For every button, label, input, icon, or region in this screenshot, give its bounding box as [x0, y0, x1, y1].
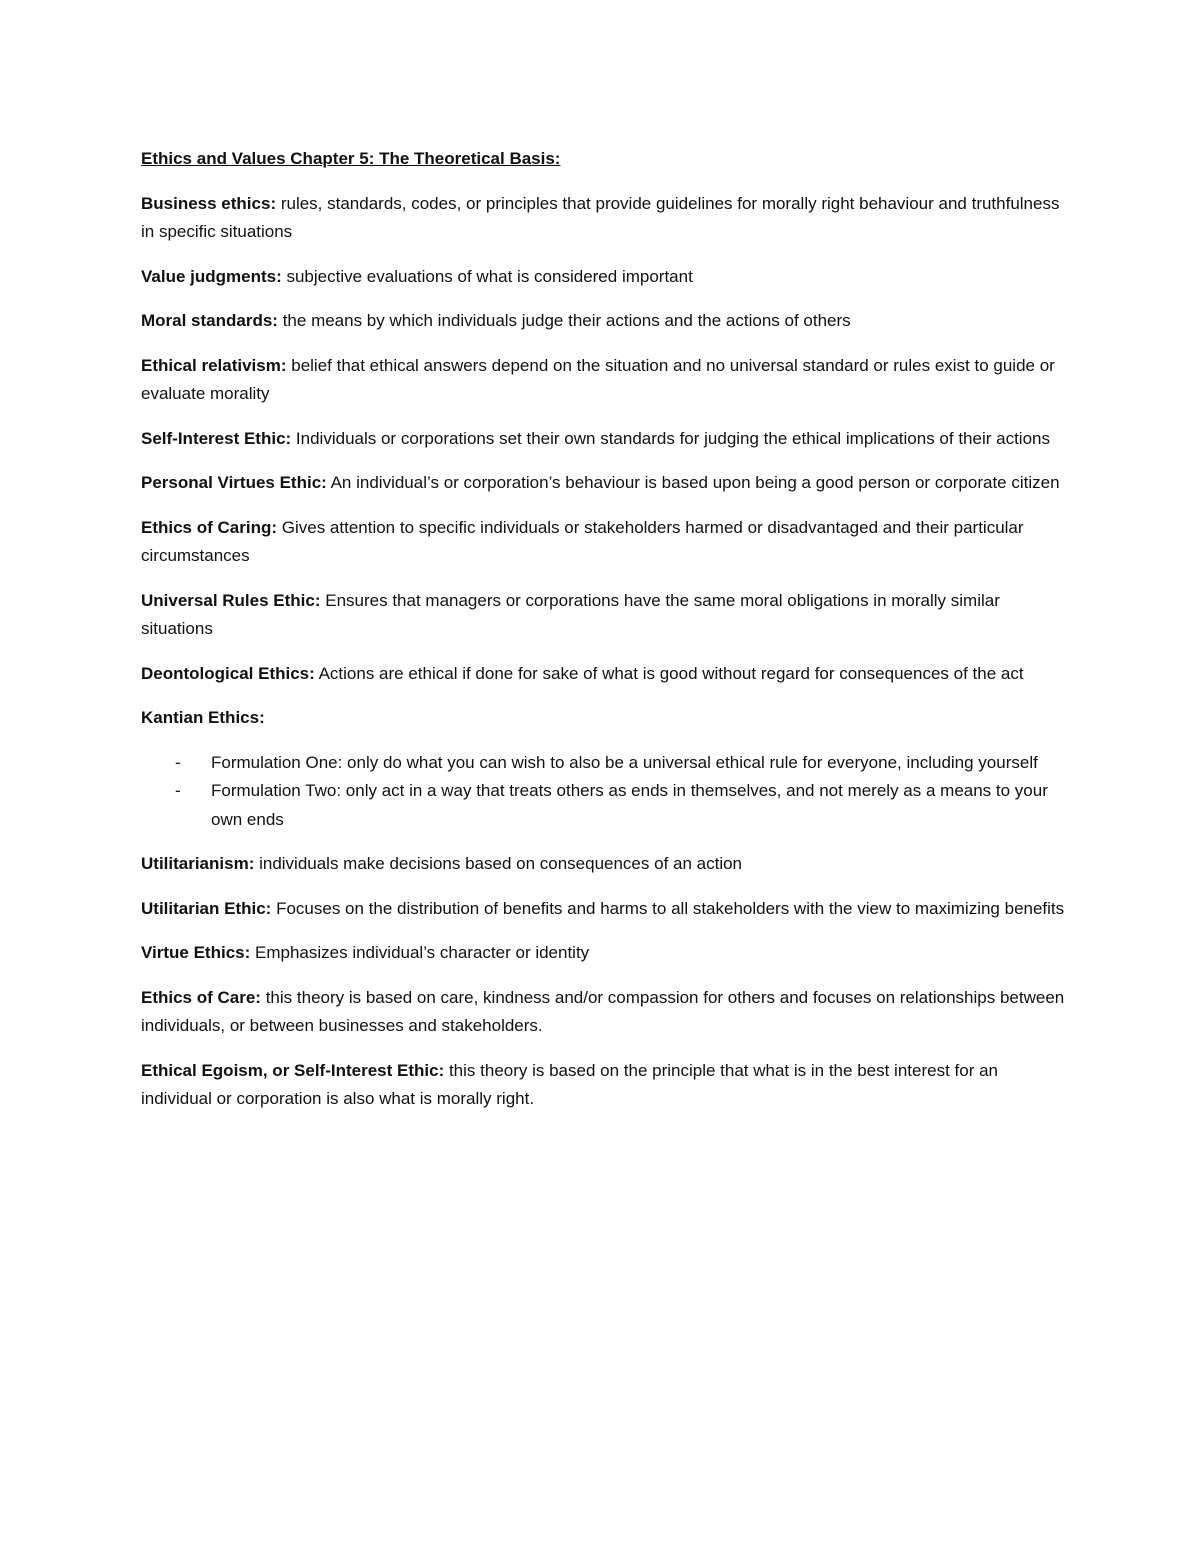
term-label: Value judgments:: [141, 266, 282, 286]
dash-bullet: -: [175, 752, 181, 772]
term-label: Universal Rules Ethic:: [141, 590, 321, 610]
definition-text: individuals make decisions based on consequences of an action: [254, 854, 743, 873]
definition-text: Focuses on the distribution of benefits and harms to all stakeholders with the view to maximizing benefits: [271, 898, 1065, 918]
term-label: Virtue Ethics:: [141, 943, 251, 962]
definition-text: Emphasizes individual’s character or identity: [250, 943, 590, 962]
definition-kantian-ethics: [141, 704, 1066, 733]
definition-ethical-relativism: [141, 352, 1066, 409]
document-title: Ethics and Values Chapter 5: The Theoretical Basis:: [141, 149, 561, 168]
term-label: Self-Interest Ethic:: [141, 428, 292, 448]
definition-text: belief that ethical answers depend on the situation and no universal standard or rules exist to guide or evaluate morality: [141, 355, 1055, 403]
term-label: Utilitarianism:: [141, 854, 255, 873]
definition-text: this theory is based on the principle that what is in the best interest for an individual or corporation is also what is morally right.: [141, 1060, 998, 1108]
definition-utilitarian-ethic: [141, 895, 1066, 924]
term-label: Kantian Ethics:: [141, 708, 265, 727]
definition-virtue-ethics: [141, 939, 1066, 968]
term-label: Ethical Egoism, or Self-Interest Ethic:: [141, 1060, 445, 1080]
list-item: [141, 749, 1066, 778]
definition-universal-rules-ethic: [141, 587, 1066, 644]
definition-personal-virtues-ethic: [141, 469, 1066, 498]
definition-deontological-ethics: [141, 660, 1066, 689]
term-label: Business ethics:: [141, 193, 277, 213]
definition-text: Gives attention to specific individuals or stakeholders harmed or disadvantaged and their particular circumstances: [141, 517, 1024, 565]
definition-utilitarianism: [141, 850, 1066, 879]
term-label: Personal Virtues Ethic:: [141, 473, 327, 492]
definition-text: Actions are ethical if done for sake of what is good without regard for consequences of the act: [314, 663, 1024, 683]
definition-ethical-egoism: [141, 1057, 1066, 1114]
definition-self-interest-ethic: [141, 425, 1066, 454]
definition-moral-standards: [141, 307, 1066, 336]
term-label: Utilitarian Ethic:: [141, 898, 272, 918]
definition-ethics-of-care: [141, 984, 1066, 1041]
dash-bullet: -: [175, 781, 181, 800]
term-label: Moral standards:: [141, 311, 278, 330]
definition-text: rules, standards, codes, or principles that provide guidelines for morally right behaviour and truthfulness in specific situations: [141, 193, 1060, 241]
definition-text: subjective evaluations of what is considered important: [281, 266, 693, 286]
list-item-text: Formulation One: only do what you can wish to also be a universal ethical rule for everyone, including yourself: [211, 752, 1038, 772]
document-page: [141, 145, 1066, 1130]
definition-value-judgments: [141, 263, 1066, 292]
definition-text: the means by which individuals judge their actions and the actions of others: [277, 311, 851, 330]
definition-ethics-of-caring: [141, 514, 1066, 571]
definition-text: Ensures that managers or corporations have the same moral obligations in morally similar situations: [141, 590, 1000, 638]
term-label: Ethics of Caring:: [141, 517, 278, 537]
list-item-text: Formulation Two: only act in a way that treats others as ends in themselves, and not merely as a means to your own ends: [211, 781, 1048, 829]
definition-text: Individuals or corporations set their own standards for judging the ethical implications of their actions: [291, 428, 1050, 448]
definition-text: this theory is based on care, kindness and/or compassion for others and focuses on relationships between individuals, or between businesses and stakeholders.: [141, 987, 1065, 1035]
definition-business-ethics: [141, 190, 1066, 247]
term-label: Deontological Ethics:: [141, 663, 315, 683]
list-item: [141, 777, 1066, 834]
term-label: Ethical relativism:: [141, 355, 287, 375]
term-label: Ethics of Care:: [141, 987, 261, 1007]
definition-text: An individual’s or corporation’s behaviour is based upon being a good person or corporate citizen: [326, 473, 1060, 492]
kantian-formulations-list: [141, 749, 1066, 835]
